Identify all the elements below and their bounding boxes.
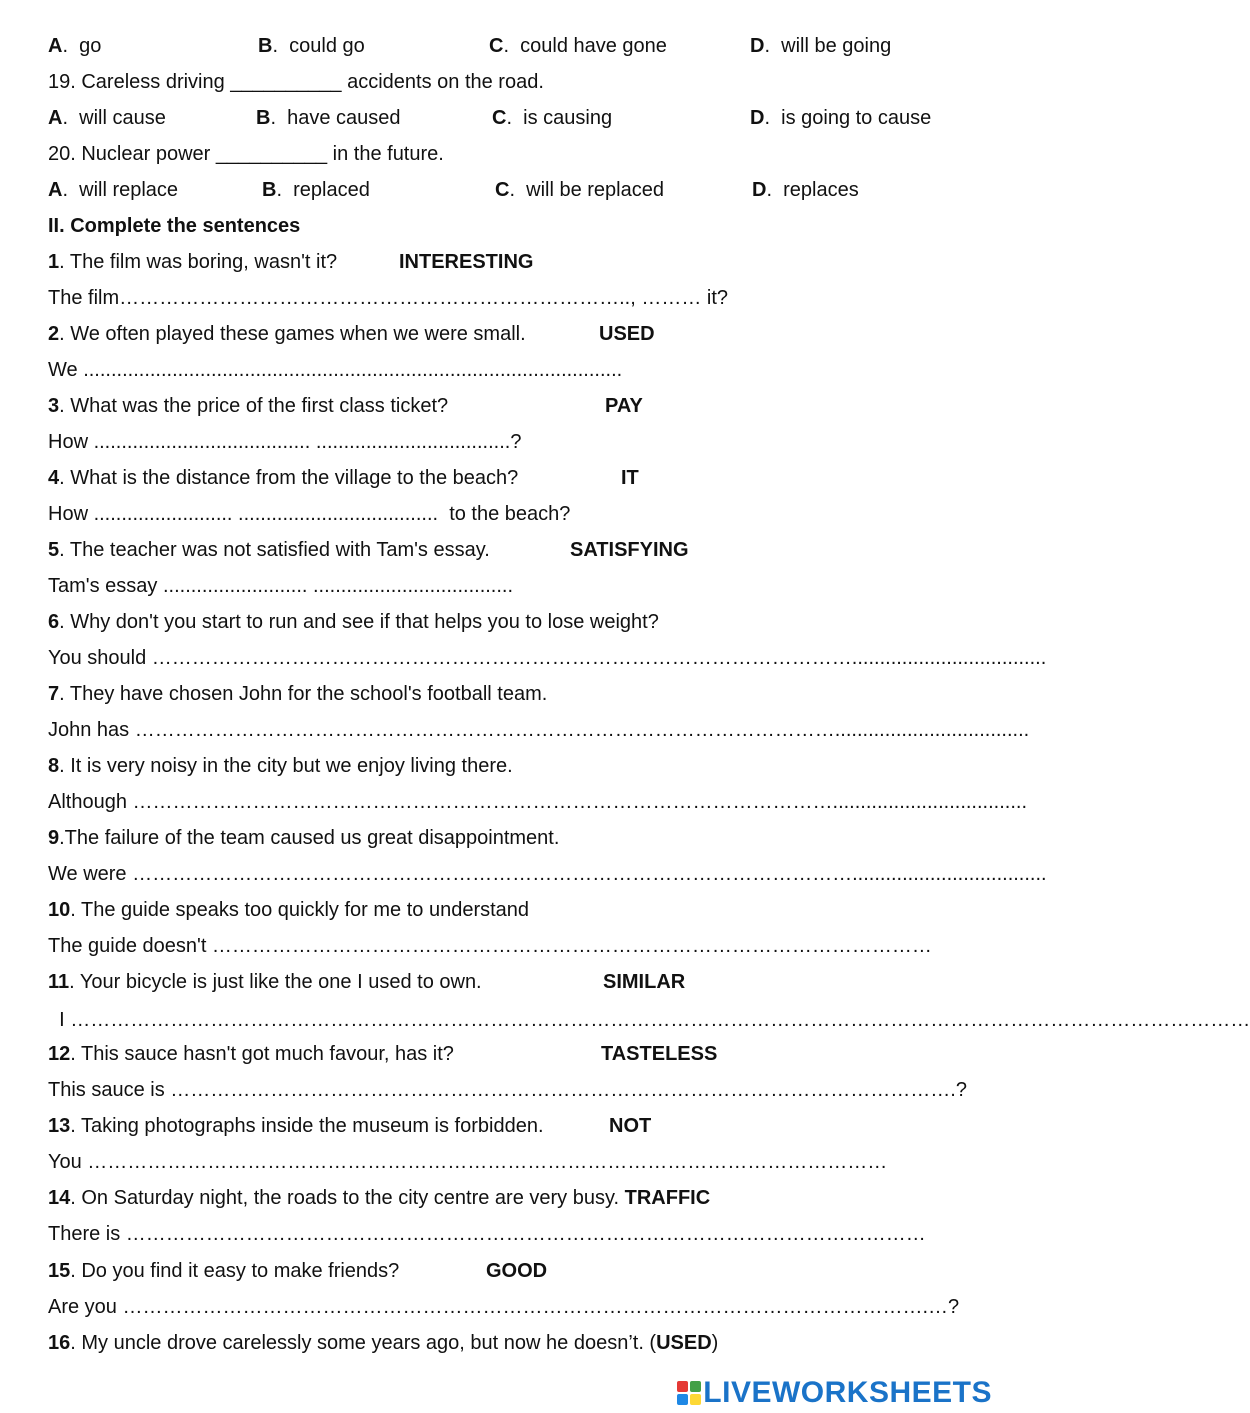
- item-close-paren: ): [711, 1332, 719, 1354]
- item-text: . It is very noisy in the city but we enjoy living there.: [59, 755, 513, 777]
- item-number: 6: [48, 611, 60, 633]
- item-7-question: [48, 682, 547, 706]
- item-15-question: [48, 1259, 399, 1283]
- item-text: . The guide speaks too quickly for me to understand: [70, 899, 530, 921]
- option-text: go: [79, 35, 102, 57]
- option-text: is going to cause: [781, 107, 932, 129]
- item-4-keyword: IT: [621, 467, 639, 489]
- item-1-question: [48, 250, 337, 274]
- item-2-keyword: USED: [599, 323, 655, 345]
- q20-option-d[interactable]: D. replaces: [752, 179, 859, 201]
- item-10-question: [48, 898, 529, 922]
- option-letter: A: [48, 179, 63, 201]
- item-number: 1: [48, 251, 60, 273]
- item-13-question: [48, 1114, 544, 1138]
- option-text: will be going: [781, 35, 892, 57]
- item-8-answer-field[interactable]: Although ……………………………………………………………………………………………...................................: [48, 791, 1027, 813]
- option-letter: C: [489, 35, 504, 57]
- item-text: . They have chosen John for the school's football team.: [59, 683, 548, 705]
- q19-option-d[interactable]: D. is going to cause: [750, 107, 932, 129]
- item-text: . What was the price of the first class ticket?: [59, 395, 449, 417]
- item-number: 8: [48, 755, 60, 777]
- item-9-question: [48, 826, 559, 850]
- item-number: 10: [48, 899, 71, 921]
- q18-option-c[interactable]: C. could have gone: [489, 35, 667, 57]
- option-letter: B: [262, 179, 277, 201]
- item-1-keyword: INTERESTING: [399, 251, 534, 273]
- option-letter: B: [258, 35, 273, 57]
- q20-prompt: 20. Nuclear power __________ in the future.: [48, 143, 444, 165]
- item-text: . The teacher was not satisfied with Tam's essay.: [59, 539, 490, 561]
- item-number: 13: [48, 1115, 71, 1137]
- item-text: . Taking photographs inside the museum is forbidden.: [70, 1115, 544, 1137]
- option-letter: C: [492, 107, 507, 129]
- option-letter: A: [48, 107, 63, 129]
- item-15-keyword: GOOD: [486, 1260, 548, 1282]
- item-text: . Your bicycle is just like the one I used to own.: [69, 971, 482, 993]
- option-text: could go: [289, 35, 365, 57]
- q20-option-a[interactable]: A. will replace: [48, 179, 179, 201]
- logo-grid-icon: [677, 1381, 701, 1405]
- q19-prompt: 19. Careless driving __________ accidents on the road.: [48, 71, 544, 93]
- q19-option-c[interactable]: C. is causing: [492, 107, 613, 129]
- q18-option-d[interactable]: D. will be going: [750, 35, 892, 57]
- item-4-question: [48, 466, 518, 490]
- item-number: 11: [48, 971, 70, 993]
- q18-option-b[interactable]: B. could go: [258, 35, 365, 57]
- item-number: 9: [48, 827, 60, 849]
- item-13-keyword: NOT: [609, 1115, 652, 1137]
- q20-option-b[interactable]: B. replaced: [262, 179, 370, 201]
- item-13-answer-field[interactable]: You …………………………………………………………………………………………………………: [48, 1151, 888, 1173]
- q20-option-c[interactable]: C. will be replaced: [495, 179, 664, 201]
- item-5-answer-field[interactable]: Tam's essay .......................... ....................................: [48, 575, 514, 597]
- item-2-answer-field[interactable]: We .................................................................................................: [48, 359, 623, 381]
- item-text: . What is the distance from the village to the beach?: [59, 467, 519, 489]
- item-4-answer-field[interactable]: How ......................... .................................... to the beach?: [48, 503, 571, 525]
- item-number: 4: [48, 467, 60, 489]
- item-keyword: USED: [656, 1332, 712, 1354]
- item-text: . Do you find it easy to make friends?: [70, 1260, 400, 1282]
- option-text: replaces: [783, 179, 859, 201]
- item-3-answer-field[interactable]: How ....................................... ...................................?: [48, 431, 522, 453]
- item-number: 7: [48, 683, 60, 705]
- liveworksheets-logo: [677, 1376, 992, 1410]
- item-number: 12: [48, 1043, 71, 1065]
- item-3-question: [48, 394, 448, 418]
- item-number: 14: [48, 1187, 71, 1209]
- item-9-answer-field[interactable]: We were ………………………………………………………………………………………………...................................: [48, 863, 1047, 885]
- item-text: . Why don't you start to run and see if that helps you to lose weight?: [59, 611, 659, 633]
- item-2-question: [48, 322, 526, 346]
- item-11-question: [48, 970, 482, 994]
- option-letter: D: [750, 35, 765, 57]
- item-number: 16: [48, 1332, 71, 1354]
- option-text: replaced: [293, 179, 370, 201]
- item-keyword: TRAFFIC: [624, 1187, 711, 1209]
- item-number: 15: [48, 1260, 71, 1282]
- item-12-answer-field[interactable]: This sauce is ……………………………………………………………………………………………………….?: [48, 1079, 967, 1101]
- item-15-answer-field[interactable]: Are you ………………………………………………………………………………………………………….…?: [48, 1296, 960, 1318]
- item-1-answer-field[interactable]: The film………………………………………………………………….., ……… it?: [48, 287, 729, 309]
- option-text: is causing: [523, 107, 613, 129]
- item-12-keyword: TASTELESS: [601, 1043, 718, 1065]
- item-6-question: [48, 610, 659, 634]
- item-text: .The failure of the team caused us great disappointment.: [59, 827, 560, 849]
- item-11-answer-field[interactable]: I ……………………………………………………………………………………………………………………………………………………………: [48, 1009, 1250, 1031]
- option-text: will cause: [79, 107, 166, 129]
- option-letter: C: [495, 179, 510, 201]
- q19-option-b[interactable]: B. have caused: [256, 107, 401, 129]
- item-number: 3: [48, 395, 60, 417]
- item-14-question: [48, 1186, 710, 1210]
- item-text: . My uncle drove carelessly some years ago, but now he doesn’t. (: [70, 1332, 657, 1354]
- q18-option-a[interactable]: A. go: [48, 35, 102, 57]
- item-text: . This sauce hasn't got much favour, has it?: [70, 1043, 454, 1065]
- option-letter: D: [752, 179, 767, 201]
- item-14-answer-field[interactable]: There is …………………………………………………………………………………………………………: [48, 1223, 926, 1245]
- item-5-question: [48, 538, 490, 562]
- item-8-question: [48, 754, 513, 778]
- option-text: will replace: [79, 179, 179, 201]
- item-12-question: [48, 1042, 454, 1066]
- item-text: . The film was boring, wasn't it?: [59, 251, 338, 273]
- item-number: 5: [48, 539, 60, 561]
- option-text: could have gone: [520, 35, 667, 57]
- item-5-keyword: SATISFYING: [570, 539, 689, 561]
- option-letter: D: [750, 107, 765, 129]
- option-text: will be replaced: [526, 179, 664, 201]
- q19-option-a[interactable]: A. will cause: [48, 107, 166, 129]
- item-3-keyword: PAY: [605, 395, 643, 417]
- option-letter: B: [256, 107, 271, 129]
- item-7-answer-field[interactable]: John has ……………………………………………………………………………………………...................................: [48, 719, 1030, 741]
- item-10-answer-field[interactable]: The guide doesn't ………………………………………………………………………………………………: [48, 935, 932, 957]
- item-number: 2: [48, 323, 60, 345]
- option-text: have caused: [287, 107, 401, 129]
- section-title: II. Complete the sentences: [48, 215, 301, 237]
- item-text: . On Saturday night, the roads to the city centre are very busy.: [70, 1187, 620, 1209]
- logo-text: LIVEWORKSHEETS: [703, 1376, 992, 1409]
- item-text: . We often played these games when we were small.: [59, 323, 526, 345]
- option-letter: A: [48, 35, 63, 57]
- item-16-question: [48, 1331, 718, 1355]
- item-11-keyword: SIMILAR: [603, 971, 686, 993]
- item-6-answer-field[interactable]: You should ……………………………………………………………………………………………...................................: [48, 647, 1047, 669]
